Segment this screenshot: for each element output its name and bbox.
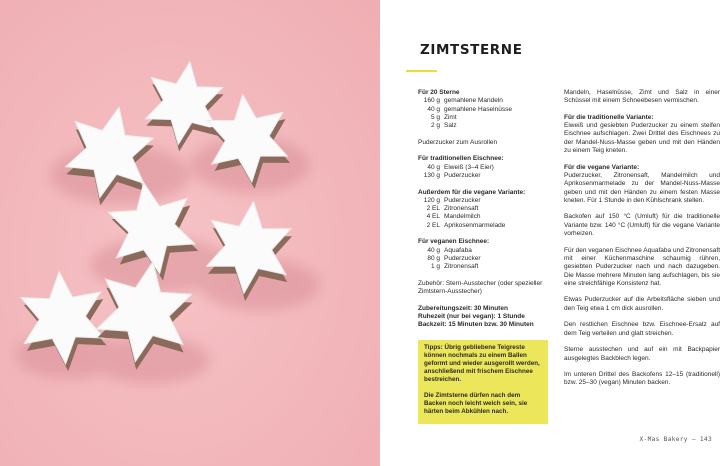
ingredient-row	[418, 114, 556, 122]
ingredient-item: Eiweiß (3–4 Eier)	[444, 163, 494, 171]
step-traditional: Eiweiß und gesiebten Puderzucker zu einem steifen Eischnee aufschlagen. Zwei Drittel des Eischnees zu der Mandel-Nuss-Masse geben und mit den Händen zu einem Teig kneten.	[564, 122, 720, 155]
step-bake: Im unteren Drittel des Backofens 12–15 (traditionell) bzw. 25–30 (vegan) Minuten backen.	[564, 371, 720, 387]
servings-heading: Für 20 Sterne	[418, 89, 460, 96]
ingredient-row	[418, 247, 556, 255]
ingredient-qty: 40 g	[427, 163, 440, 171]
traditional-variant-heading: Für die traditionelle Variante:	[564, 113, 654, 121]
ingredient-item: gemahlene Mandeln	[444, 97, 503, 105]
ingredient-qty: 4 EL	[426, 213, 440, 221]
ingredient-row	[418, 172, 556, 180]
vegan-variant-heading: Für die vegane Variante:	[564, 163, 640, 171]
ingredient-qty: 130 g	[423, 171, 440, 179]
ingredient-item: Puderzucker	[444, 254, 481, 262]
ingredient-item: Mandelmilch	[444, 213, 481, 221]
equipment-note: Zubehör: Stern-Ausstecher (oder spezieller Zimtstern-Ausstecher)	[418, 279, 543, 296]
ingredient-qty: 160 g	[423, 97, 440, 105]
ingredient-row	[418, 106, 556, 114]
step-intro: Mandeln, Haselnüsse, Zimt und Salz in einer Schüssel mit einem Schneebesen vermischen.	[564, 89, 720, 105]
ingredients-column	[418, 89, 556, 330]
ingredient-row	[418, 197, 556, 205]
traditional-snow-heading: Für traditionellen Eischnee:	[418, 155, 504, 163]
step-roll: Etwas Puderzucker auf die Arbeitsfläche sieben und den Teig etwa 1 cm dick ausrollen.	[564, 296, 720, 312]
dusting-note: Puderzucker zum Ausrollen	[418, 138, 498, 146]
ingredient-qty: 80 g	[427, 254, 440, 262]
ingredient-list-base	[418, 97, 556, 130]
ingredient-qty: 40 g	[427, 246, 440, 254]
ingredient-row	[418, 122, 556, 130]
step-vegan-snow: Für den veganen Eischnee Aquafaba und Zitronensaft mit einer Küchenmaschine schaumig rühren, gesiebten Puderzucker nach und nach dazugeben. Die Masse mehrere Minuten lang aufschlagen, bis sie eine streichfähige Konsistenz hat.	[564, 246, 720, 287]
title-underline	[406, 70, 437, 72]
ingredient-row	[418, 164, 556, 172]
time-bake: Backzeit: 15 Minuten bzw. 30 Minuten	[418, 321, 534, 329]
ingredient-item: Zitronensaft	[444, 205, 479, 213]
vegan-extra-heading: Außerdem für die vegane Variante:	[418, 188, 526, 196]
ingredient-item: Zimt	[444, 113, 457, 121]
tips-box	[418, 340, 548, 424]
ingredient-row	[418, 263, 556, 271]
time-prep: Zubereitungszeit: 30 Minuten	[418, 304, 508, 312]
instructions-column	[564, 89, 720, 396]
ingredient-item: Puderzucker	[444, 171, 481, 179]
ingredient-item: Zitronensaft	[444, 263, 479, 271]
step-spread: Den restlichen Eischnee bzw. Eischnee-Ersatz auf dem Teig verteilen und glatt streichen.	[564, 321, 720, 337]
ingredient-item: Salz	[444, 122, 457, 130]
tip-text: Die Zimtsterne dürfen nach dem Backen noch leicht weich sein, sie härten beim Abkühlen nach.	[424, 392, 528, 415]
ingredient-qty: 2 EL	[426, 205, 440, 213]
recipe-title: ZIMTSTERNE	[420, 42, 523, 58]
ingredient-item: gemahlene Haselnüsse	[444, 105, 512, 113]
time-rest: Ruhezeit (nur bei vegan): 1 Stunde	[418, 313, 525, 321]
ingredient-row	[418, 255, 556, 263]
step-cut: Sterne ausstechen und auf ein mit Backpapier ausgelegtes Backblech legen.	[564, 346, 720, 362]
ingredient-item: Aprikosenmarmelade	[444, 221, 506, 229]
ingredient-item: Aquafaba	[444, 246, 472, 254]
step-vegan: Puderzucker, Zitronensaft, Mandelmilch und Aprikosenmarmelade zu der Mandel-Nuss-Masse geben und mit den Händen zu einem festen Masse kneten. Für 1 Stunde in den Kühlschrank stellen.	[564, 171, 720, 204]
ingredient-qty: 2 EL	[426, 221, 440, 229]
page-footer: X-Mas Bakery – 143	[639, 436, 712, 443]
ingredient-row	[418, 213, 556, 221]
ingredient-row	[418, 205, 556, 213]
recipe-page	[380, 0, 720, 466]
ingredient-row	[418, 97, 556, 105]
vegan-snow-heading: Für veganen Eischnee:	[418, 238, 490, 246]
ingredient-qty: 120 g	[423, 196, 440, 204]
ingredient-row	[418, 222, 556, 230]
ingredient-qty: 1 g	[430, 263, 440, 271]
ingredient-qty: 40 g	[427, 105, 440, 113]
tip-text: Tipps: Übrig gebliebene Teigreste können nochmals zu einem Ballen geformt und wieder ausgerollt werden, anschließend mit frischem Eischnee bestreichen.	[424, 344, 540, 383]
ingredient-qty: 5 g	[430, 113, 440, 121]
ingredient-item: Puderzucker	[444, 196, 481, 204]
ingredient-qty: 2 g	[430, 122, 440, 130]
step-oven: Backofen auf 150 °C (Umluft) für die traditionelle Variante bzw. 140 °C (Umluft) für die vegane Variante vorheizen.	[564, 213, 720, 238]
